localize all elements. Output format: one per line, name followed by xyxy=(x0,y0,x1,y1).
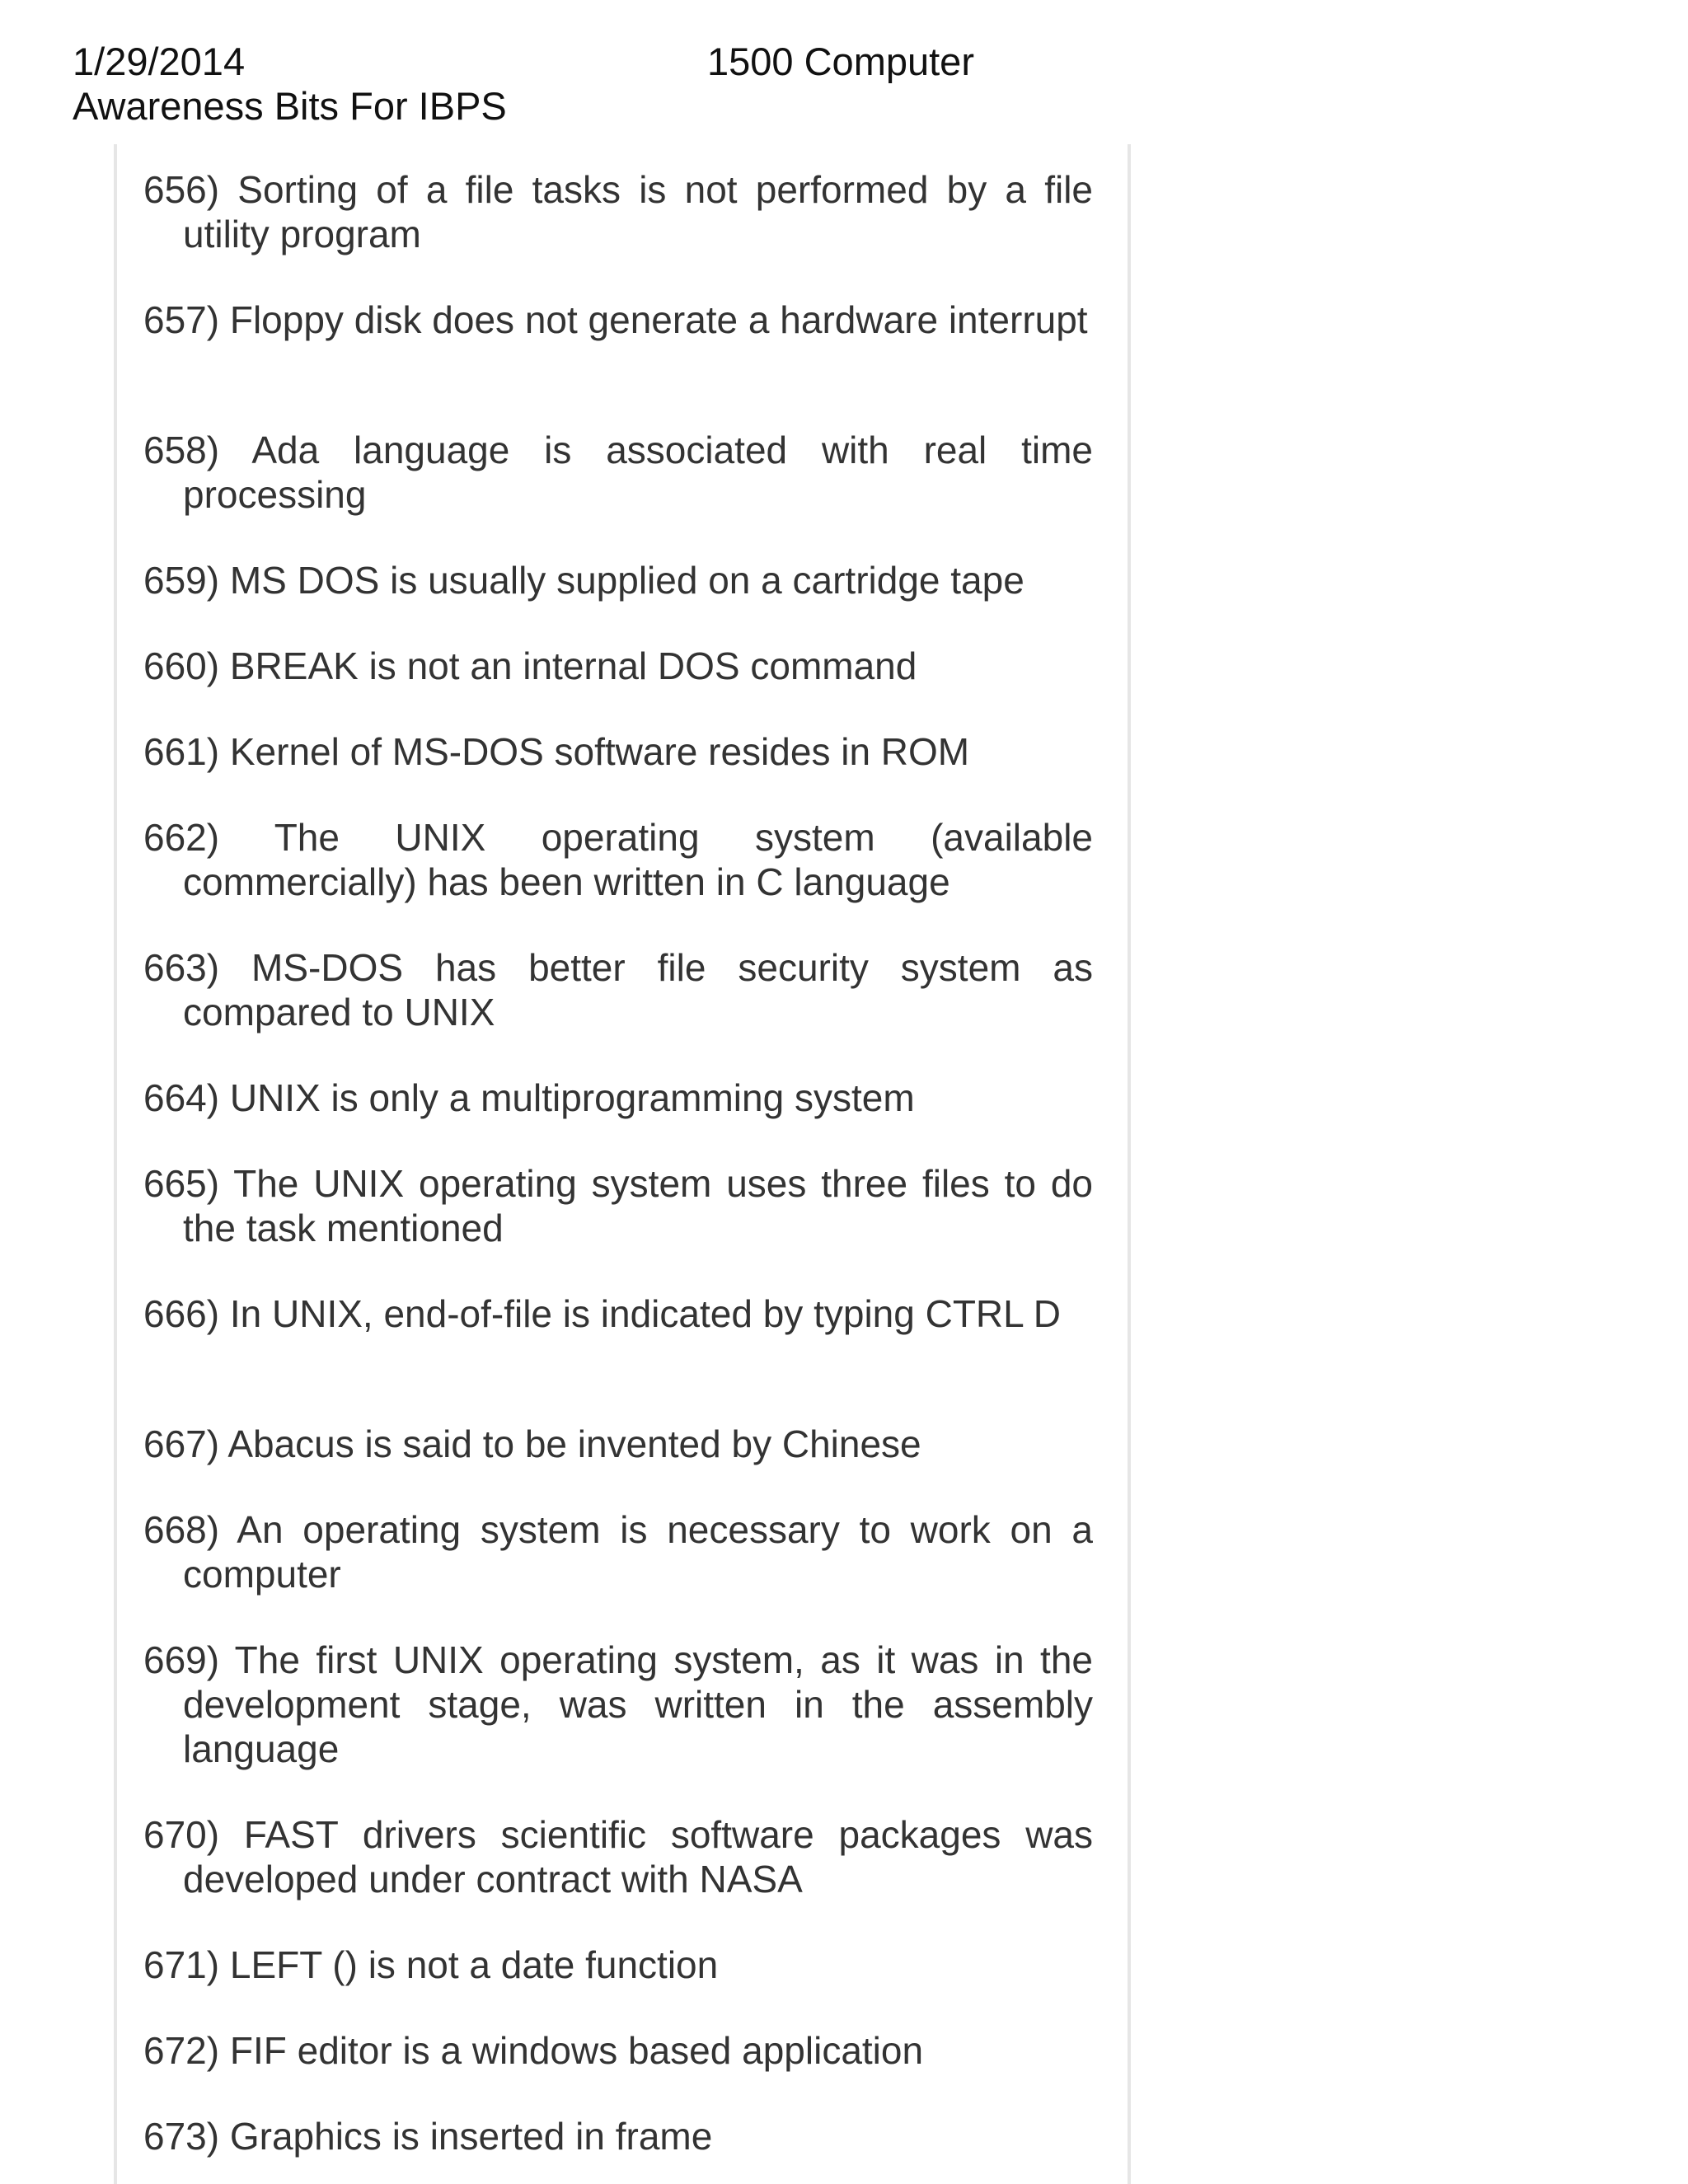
list-item xyxy=(143,1943,1093,1987)
item-number: 661) xyxy=(143,730,220,773)
item-number: 656) xyxy=(143,168,220,211)
item-number: 671) xyxy=(143,1943,220,1986)
item-text: Sorting of a file tasks is not performed by a file utility program xyxy=(183,168,1094,255)
list-item xyxy=(143,558,1093,602)
list-item xyxy=(143,428,1093,517)
list-item xyxy=(143,815,1093,904)
item-number: 672) xyxy=(143,2029,220,2072)
item-text: Ada language is associated with real time processing xyxy=(183,429,1094,516)
item-number: 657) xyxy=(143,298,220,341)
item-number: 663) xyxy=(143,946,220,989)
item-number: 667) xyxy=(143,1422,220,1465)
list-item xyxy=(143,945,1093,1034)
list-item xyxy=(143,644,1093,688)
item-text: Graphics is inserted in frame xyxy=(229,2115,713,2158)
list-item xyxy=(143,1812,1093,1901)
item-text: MS DOS is usually supplied on a cartridge tape xyxy=(229,559,1025,602)
item-text: FIF editor is a windows based application xyxy=(229,2029,924,2072)
list-item xyxy=(143,2114,1093,2158)
item-number: 670) xyxy=(143,1813,220,1856)
item-text: Abacus is said to be invented by Chinese xyxy=(227,1422,921,1465)
list-item xyxy=(143,1291,1093,1336)
item-text: An operating system is necessary to work on a computer xyxy=(183,1508,1094,1596)
item-number: 662) xyxy=(143,816,220,859)
item-number: 669) xyxy=(143,1638,220,1681)
item-text: LEFT () is not a date function xyxy=(229,1943,719,1986)
list-item xyxy=(143,167,1093,256)
list-item xyxy=(143,1507,1093,1596)
item-number: 668) xyxy=(143,1508,220,1551)
header-title-line2: Awareness Bits For IBPS xyxy=(73,84,507,128)
list-item xyxy=(143,1161,1093,1250)
list-item xyxy=(143,1638,1093,1771)
header-title-line1: 1500 Computer xyxy=(707,40,974,83)
item-number: 664) xyxy=(143,1076,220,1119)
item-text: The UNIX operating system (available commercially) has been written in C language xyxy=(183,816,1093,903)
header-date: 1/29/2014 xyxy=(73,40,246,83)
item-number: 658) xyxy=(143,429,220,471)
list-item xyxy=(143,298,1093,342)
item-number: 665) xyxy=(143,1162,220,1205)
item-number: 673) xyxy=(143,2115,220,2158)
list-item xyxy=(143,729,1093,774)
list-item xyxy=(143,1076,1093,1120)
item-number: 660) xyxy=(143,644,220,687)
item-text: The UNIX operating system uses three files to do the task mentioned xyxy=(183,1162,1093,1249)
item-text: MS-DOS has better file security system as compared to UNIX xyxy=(183,946,1094,1033)
item-text: Kernel of MS-DOS software resides in ROM xyxy=(229,730,970,773)
item-number: 666) xyxy=(143,1292,220,1335)
item-text: BREAK is not an internal DOS command xyxy=(229,644,917,687)
list-item xyxy=(143,2028,1093,2073)
list-item xyxy=(143,1422,1093,1466)
item-number: 659) xyxy=(143,559,220,602)
item-text: FAST drivers scientific software packages was developed under contract with NASA xyxy=(183,1813,1093,1900)
item-text: In UNIX, end-of-file is indicated by typing CTRL D xyxy=(229,1292,1062,1335)
item-text: The first UNIX operating system, as it was in the development stage, was written in the assembly language xyxy=(183,1638,1093,1770)
item-text: UNIX is only a multiprogramming system xyxy=(229,1076,915,1119)
item-text: Floppy disk does not generate a hardware interrupt xyxy=(229,298,1088,341)
